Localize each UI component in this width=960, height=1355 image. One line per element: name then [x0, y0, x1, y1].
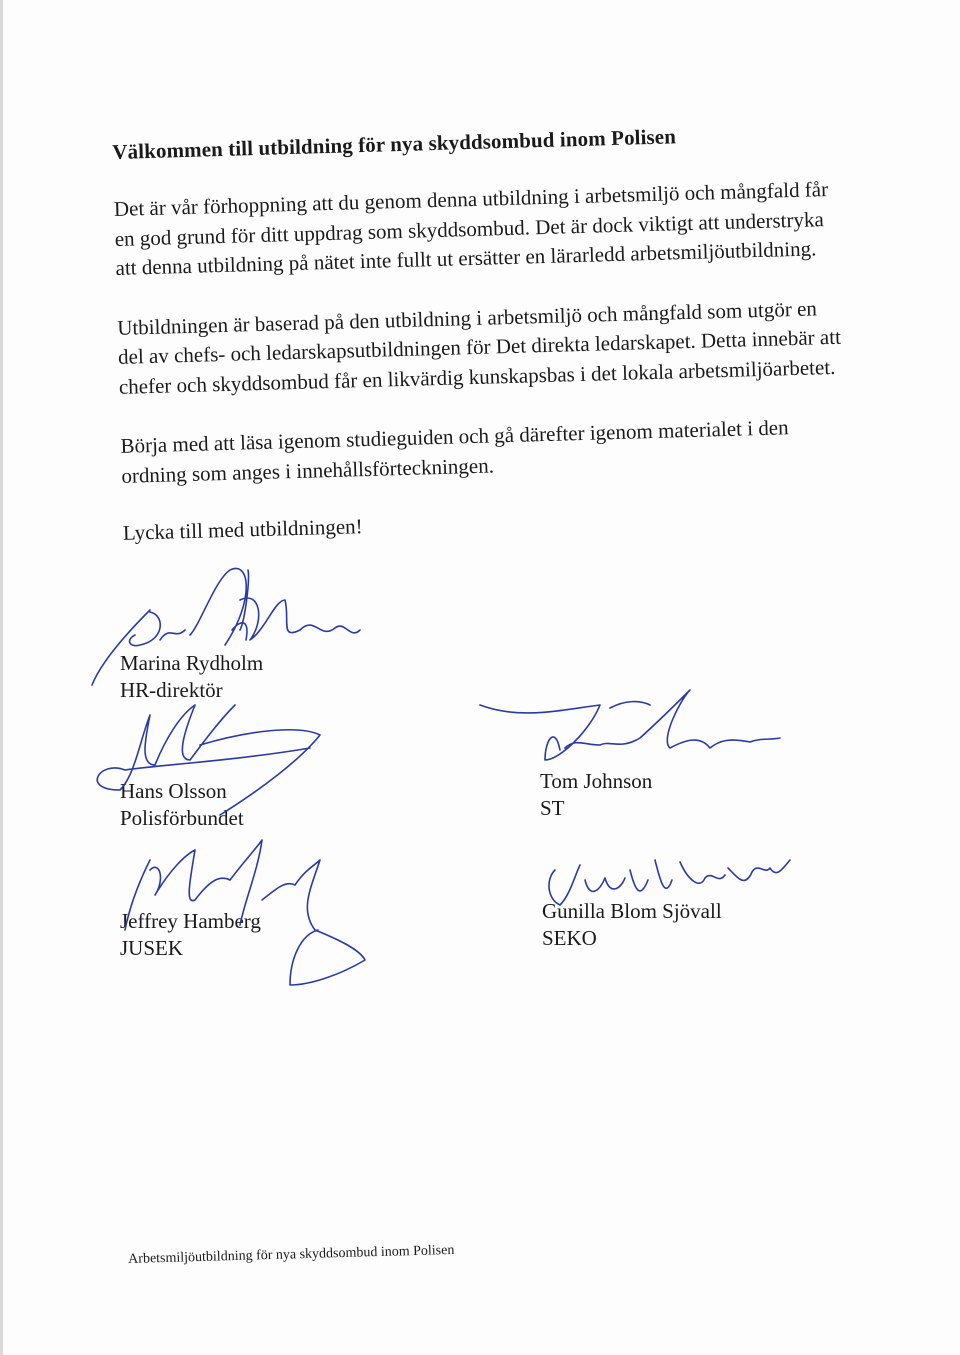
paragraph-intro: Det är vår förhoppning att du genom denna utbildning i arbetsmiljö och mångfald får en god grund för ditt uppdrag som skyddsombud. Det är dock viktigt att understryka att denna utbildning på nätet inte fullt ut ersätter en lärarledd arbetsmiljöutbildning.	[113, 177, 829, 280]
closing-line: Lycka till med utbildningen!	[122, 514, 363, 545]
signatory-block-polisforbundet	[120, 778, 244, 832]
signatory-name: Hans Olsson	[120, 779, 227, 803]
signatory-block-hr	[120, 650, 263, 704]
signatory-role: JUSEK	[120, 936, 184, 960]
signatory-role: SEKO	[542, 926, 597, 950]
signatory-name: Gunilla Blom Sjövall	[542, 899, 722, 923]
signatory-name: Marina Rydholm	[120, 651, 264, 675]
signatory-role: HR-direktör	[120, 678, 223, 702]
footer-text: Arbetsmiljöutbildning för nya skyddsombud inom Polisen	[128, 1242, 455, 1267]
signatory-name: Tom Johnson	[540, 769, 653, 793]
signature-tom-johnson	[480, 690, 780, 760]
letter-body	[112, 120, 853, 546]
signatory-role: Polisförbundet	[120, 806, 244, 830]
scan-edge	[0, 0, 3, 1355]
paragraph-basis: Utbildningen är baserad på den utbildning i arbetsmiljö och mångfald som utgör en del av chefs- och ledarskapsutbildningen för Det direkta ledarskapet. Detta innebär att chefer och skyddsombud får en likvärdig kunskapsbas i det lokala arbetsmiljöarbetet.	[116, 295, 842, 399]
paragraph-instructions: Börja med att läsa igenom studieguiden och gå därefter igenom materialet i den ordning som anges i innehållsförteckningen.	[120, 415, 789, 488]
signatory-block-seko	[542, 898, 722, 952]
signatory-role: ST	[540, 796, 565, 820]
letter-title: Välkommen till utbildning för nya skyddsombud inom Polisen	[112, 124, 677, 164]
signatory-block-st	[540, 768, 652, 822]
signatory-block-jusek	[120, 908, 261, 962]
signatory-name: Jeffrey Hamberg	[120, 909, 261, 933]
